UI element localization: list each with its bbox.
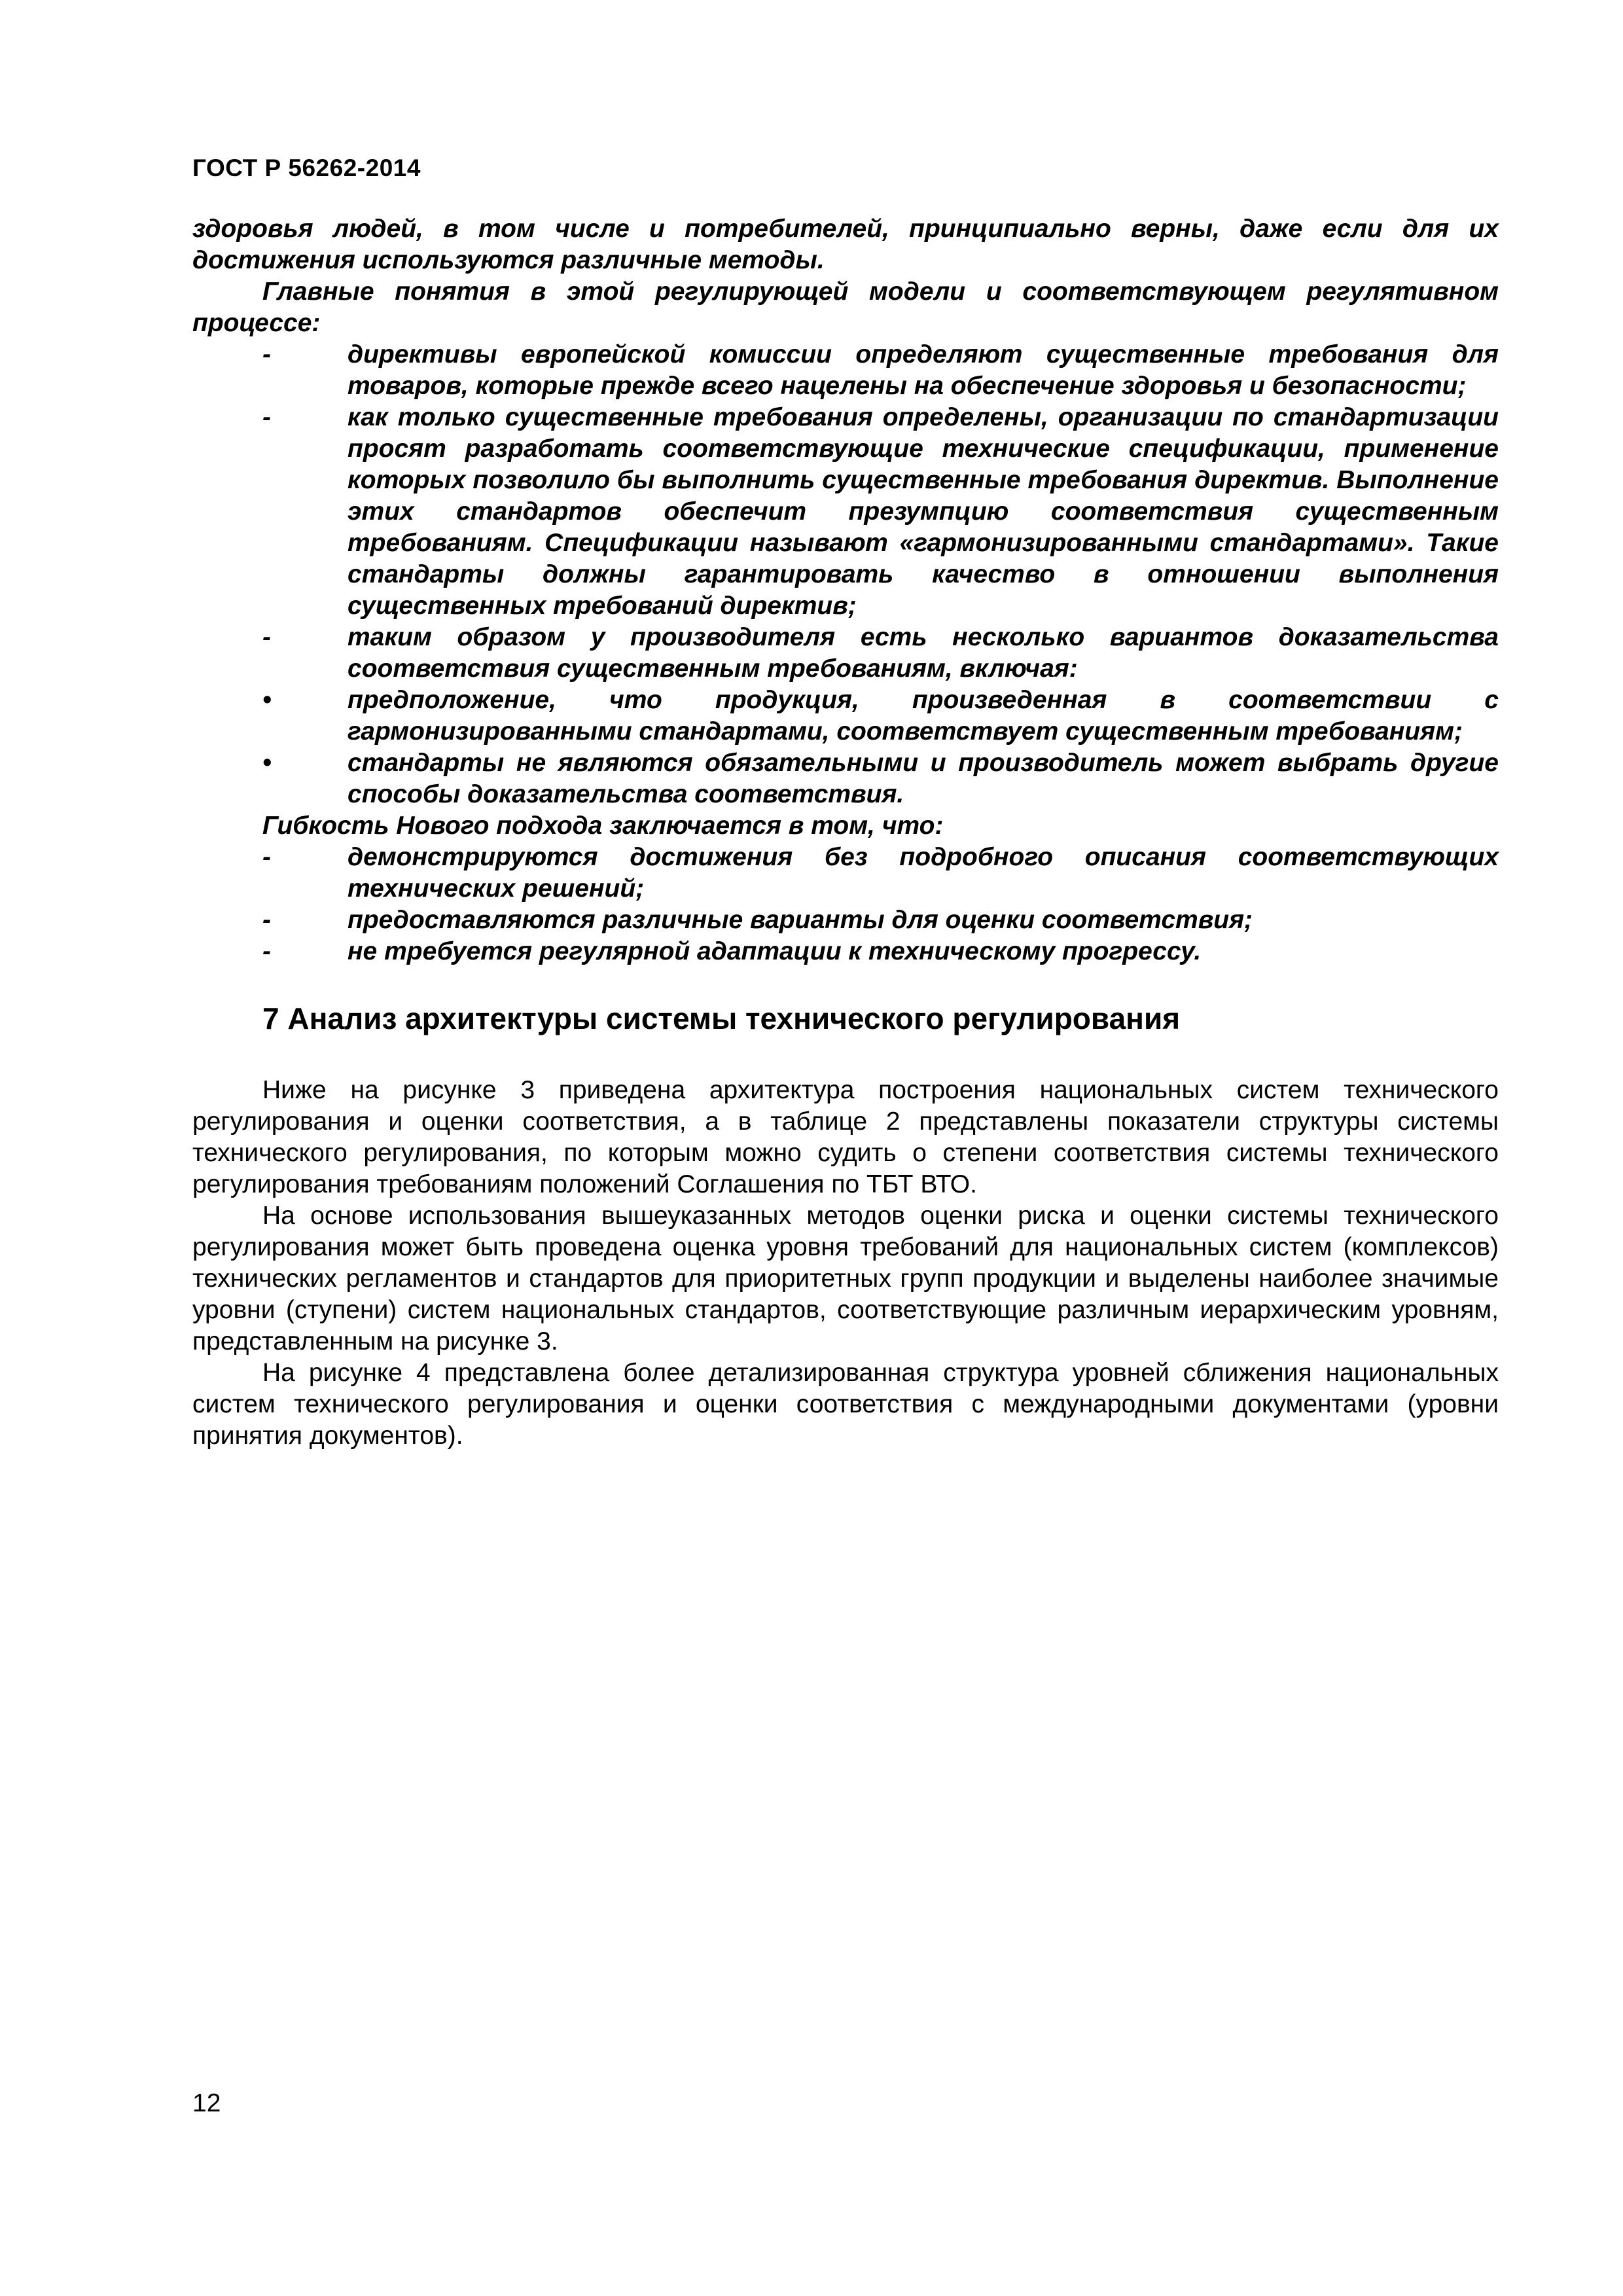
bullet-marker: • (262, 686, 272, 714)
list-item-bullet-1 (192, 685, 1499, 747)
list-item-bullet-2 (192, 747, 1499, 810)
list-item-text: таким образом у производителя есть несколько вариантов доказательства соответствия существенным требованиям, включая: (348, 623, 1499, 683)
list-item-concept-2 (192, 402, 1499, 622)
list-item-text: как только существенные требования определены, организации по стандартизации просят разработать соответствующие технические спецификации, применение которых позволило бы выполнить существенные требования директив. Выполнение этих стандартов обеспечит презумпцию соответствия существенным требованиям. Спецификации называют «гармонизированными стандартами». Такие стандарты должны гарантировать качество в отношении выполнения существенных требований директив; (348, 403, 1499, 620)
dash-marker: - (262, 937, 271, 965)
list-item-text: не требуется регулярной адаптации к техническому прогрессу. (348, 937, 1202, 965)
bullet-marker: • (262, 749, 272, 777)
paragraph-continuation: здоровья людей, в том числе и потребителей, принципиально верны, даже если для их достижения используются различные методы. (192, 215, 1499, 274)
dash-marker: - (262, 623, 271, 651)
section-heading: 7 Анализ архитектуры системы технического регулирования (262, 1001, 1181, 1035)
section-paragraph-2: На основе использования вышеуказанных методов оценки риска и оценки системы технического регулирования может быть проведена оценка уровня требований для национальных систем (комплексов) технических регламентов и стандартов для приоритетных групп продукции и выделены наиболее значимые уровни (ступени) систем национальных стандартов, соответствующие различным иерархическим уровням, представленным на рисунке 3. (192, 1202, 1499, 1355)
list-item-text: стандарты не являются обязательными и производитель может выбрать другие способы доказательства соответствия. (348, 749, 1499, 808)
list-item-flex-3 (192, 936, 1499, 967)
section-paragraph-3: На рисунке 4 представлена более детализированная структура уровней сближения национальных систем технического регулирования и оценки соответствия с международными документами (уровни принятия документов). (192, 1359, 1499, 1450)
page-number: 12 (192, 2089, 221, 2117)
list-item-text: предположение, что продукция, произведенная в соответствии с гармонизированными стандартами, соответствует существенным требованиям; (348, 686, 1499, 745)
section-paragraph-1: Ниже на рисунке 3 приведена архитектура построения национальных систем технического регулирования и оценки соответствия, а в таблице 2 представлены показатели структуры системы технического регулирования, по которым можно судить о степени соответствия системы технического регулирования требованиям положений Соглашения по ТБТ ВТО. (192, 1076, 1499, 1198)
list-item-text: демонстрируются достижения без подробного описания соответствующих технических решений; (348, 843, 1499, 903)
list-item-text: директивы европейской комиссии определяют существенные требования для товаров, которые прежде всего нацелены на обеспечение здоровья и безопасности; (348, 340, 1499, 400)
list-item-flex-1 (192, 842, 1499, 905)
dash-marker: - (262, 906, 271, 934)
paragraph-flexibility: Гибкость Нового подхода заключается в том, что: (262, 812, 944, 840)
list-item-concept-3 (192, 622, 1499, 685)
dash-marker: - (262, 403, 271, 431)
paragraph-main-concepts: Главные понятия в этой регулирующей модели и соответствующем регулятивном процессе: (192, 278, 1499, 337)
list-item-concept-1 (192, 339, 1499, 402)
document-header: ГОСТ Р 56262-2014 (192, 154, 421, 181)
dash-marker: - (262, 340, 271, 368)
list-item-text: предоставляются различные варианты для оценки соответствия; (348, 906, 1253, 934)
page-content (192, 213, 1499, 1452)
list-item-flex-2 (192, 905, 1499, 936)
dash-marker: - (262, 843, 271, 871)
